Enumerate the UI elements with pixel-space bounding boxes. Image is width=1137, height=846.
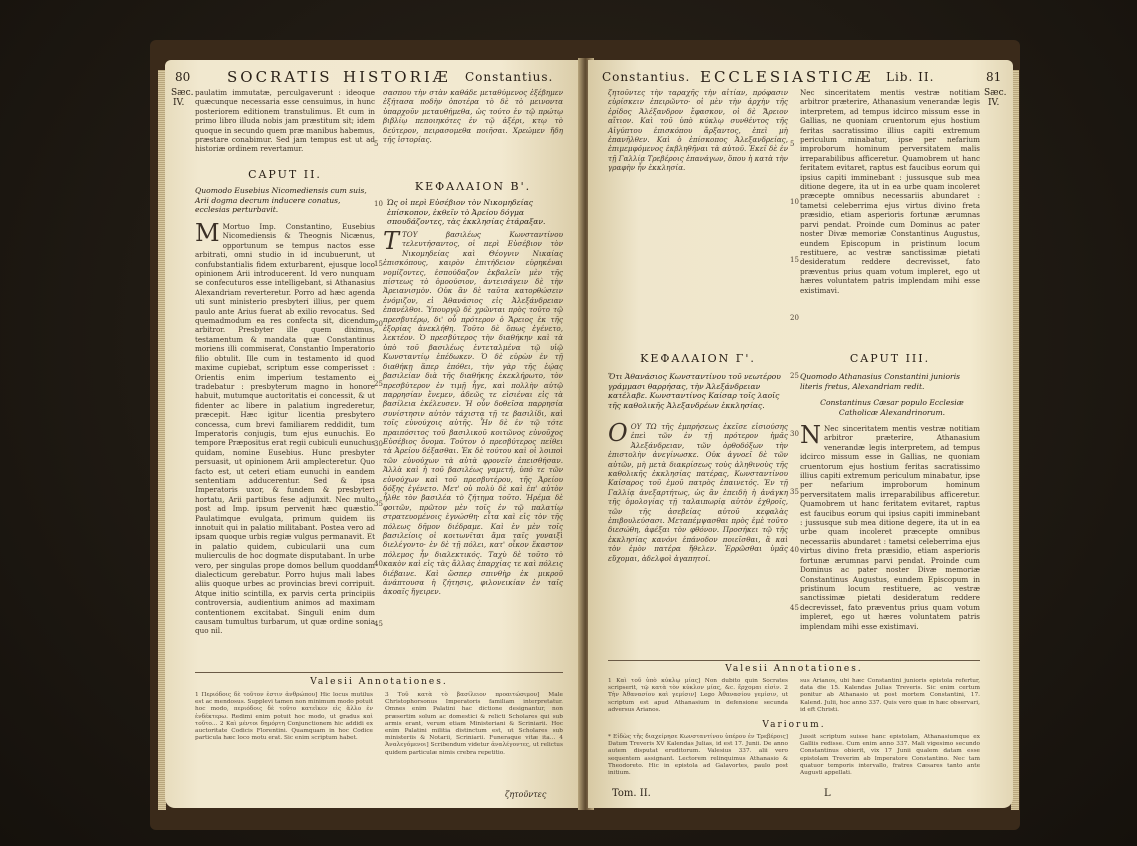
margin-section: Sæc.: [984, 88, 1007, 98]
line-number: 30: [790, 430, 799, 438]
running-head-left: SOCRATIS: [227, 68, 333, 86]
margin-section: Sæc.: [171, 88, 194, 98]
line-number: 10: [790, 198, 799, 206]
caput-latin: CAPUT II.: [248, 168, 322, 181]
latin-intro-text: Nec sinceritatem mentis vestræ notitiam arbitror præterire, Athanasium venerandæ legis interpretem, ad tempus idcirco missum esse in Gallias, ne quoniam cruentorum ejus hostium feritas sacratissimo illius capiti extremum periculum minabatur, ipse per nefarium improborum hominum perversitatem malis irreparabilibus afficeretur. Quamobrem ut hanc feritatem evitaret, raptus est faucibus eorum qui ipsius capiti imminebant : jussusque sub mea ditione degere, ita ut in ea urbe quam incoleret præcepte omnibus necessariis abundaret : tametsi celeberrima ejus virtus divino freta præsidio, etiam asperioris fortunæ ærumnas parvi pendat. Proinde cum Dominus ac pater noster Divæ memoriæ Constantinus Augustus, eundem Episcopum in pristinum locum restituere, ac vestræ sanctissimæ pietati desideratum reddere decrevisset, fato præventus prius quam votum impleret, ego ut hæres voluntatem patris implendam mihi esse existimavi.: [800, 88, 980, 295]
page-number: 81: [986, 70, 1002, 84]
line-number: 30: [374, 440, 383, 448]
summary-latin: Quomodo Athanasius Constantini junioris literis fretus, Alexandriam redit.: [800, 372, 961, 391]
line-number: 20: [790, 314, 799, 322]
running-head-right: Lib. II.: [886, 70, 935, 84]
running-head-center: HISTORIÆ: [343, 68, 451, 86]
greek-body-text: ΤΟΥ βασιλέως Κωνσταντίνου τελευτήσαντος, οἱ περὶ Εὐσέβιον τὸν Νικομηδείας καὶ Θέογνιν Νικαίας ἐπισκόπους, καιρὸν ἐπιτήδειον εὑρηκέναι νομίζοντες, ἐσπούδαζον ἐκβαλεῖν μὲν τῆς πίστεως τὸ ὁμοούσιον, ἀντεισάγειν δὲ τὴν Ἀρειανισμὸν. Οὐκ ἂν δὲ ταῦτα κατορθώσειν ἐνόμιζον, εἰ Ἀθανάσιος εἰς Ἀλεξάνδρειαν ἐπανέλθοι. Ὑπουργῷ δὲ χρῶνται πρὸς τοῦτο τῷ πρεσβυτέρῳ, δι' οὗ πρότερον ὁ Ἄρειος ἐκ τῆς ἐξορίας ἀνεκλήθη. Τοῦτο δὲ ὅπως ἐγένετο, λεκτέον. Ὁ πρεσβύτερος τὴν διαθήκην καὶ τὰ ὑπὸ τοῦ βασιλέως ἐντεταλμένα τῷ υἱῷ Κωνσταντίῳ ἐπέδωκεν. Ὁ δὲ εὑρὼν ἐν τῇ διαθήκῃ ἅπερ ἐπόθει, τὴν γὰρ τῆς ἑῴας βασιλείαν διὰ τῆς διαθήκης ἐκεκλήρωτο, τὸν πρεσβύτερον ἐν τιμῇ ἦγε, καὶ πολλὴν αὐτῷ παρρησίαν ἔνεμεν, ἀδεῶς τε εἰσιέναι εἰς τὰ βασίλεια ἐκέλευσεν. Ἡ οὖν δοθεῖσα παρρησία συνίστησιν αὐτὸν τάχιστα τῇ τε βασιλίδι, καὶ τοῖς εὐνούχοις αὐτῆς. Ἦν δὲ ἐν τῷ τότε πραιπόσιτος τοῦ βασιλικοῦ κοιτῶνος εὐνοῦχος Εὐσέβιος ὄνομα. Τοῦτον ὁ πρεσβύτερος πείθει τὰ Ἀρείου δέξασθαι. Ἐκ δὲ τούτου καὶ οἱ λοιποὶ τῶν εὐνούχων τὰ αὐτὰ φρονεῖν ἐπεισθήσαν. Ἀλλὰ καὶ ἡ τοῦ βασιλέως γαμετή, ὑπό τε τῶν εὐνούχων καὶ τοῦ πρεσβυτέρου, τῆς Ἀρείου δόξης ἐγένετο. Μετ' οὐ πολὺ δὲ καὶ ἐπ' αὐτὸν ἦλθε τὸν βασιλέα τὸ ζήτημα τοῦτο. Ἠρέμα δὲ φοιτῶν, πρῶτον μὲν τοῖς ἐν τῷ παλατίῳ στρατευομένοις ἐγνώσθη· εἶτα καὶ εἰς τὸν τῆς πόλεως δῆμον διέδραμε. Καὶ ἐν μὲν τοῖς βασιλείοις οἱ κοιτωνῖται ἅμα ταῖς γυναιξὶ διελέγοντο· ἐν δὲ τῇ πόλει, κατ' οἶκον ἕκαστον πόλεμος ἦν διαλεκτικός. Ταχὺ δὲ τοῦτο τὸ κακὸν καὶ εἰς τὰς ἄλλας ἐπαρχίας τε καὶ πόλεις διέβαινε. Καὶ ὥσπερ σπινθὴρ ἐκ μικροῦ ἀνάπτουσα ἡ ζήτησις, φιλονεικίαν ἐν ταῖς ἀκοαῖς ἤγειρεν.: [383, 230, 563, 597]
line-number: 20: [374, 320, 383, 328]
latin-intro: paulatim immutatæ, perculgaverunt : ideoque quæcunque necessaria esse censuimus, in hunc posteriorem editionem transtulimus. Et cum in primo libro illuda nobis jam præstitum sit; idem quoque in secundo quem præ manibus habemus, præstare conabimur. Sed jam tempus est ut ad historiæ ordinem revertamur.: [195, 88, 375, 154]
notes-column-1: 1 Καὶ τοῦ ὑπὸ κύκλῳ μίας] Non dubito quin Socrates scripserit, τῷ κατὰ τὸν κύκλον μίας, &c. ἔρχομαι εἰσὶν. 2 Τὴν Ἀθανασίου καὶ γεμίσιν] Lego Ἀθανασίου γεμίσιν, ut scriptum est apud Athanasium in defensione secunda adversus Arianos.: [608, 678, 788, 713]
running-head-center: ECCLESIASTICÆ: [700, 68, 874, 86]
variorum-column-1: * Εἰδὼς τῆς διαχείρησε Κωνσταντίνου ὑπέρου ἐν Τρεβέροις] Datum Treveris XV Kalendas Julias, id est 17. Junii. De anno autem disputat eruditorum. Valesius 337. alii vero sequentem assignant. Lectorem relinquimus Athanasio & Theodoreto. Hic in epistola ad Galavortes, paulo post initium.: [608, 734, 788, 777]
latin-body-text: Nec sinceritatem mentis vestræ notitiam arbitror præterire, Athanasium venerandæ legis interpretem, ad tempus idcirco missum esse in Gallias, ne quoniam cruentorum ejus hostium feritas sacratissimo illius capiti extremum periculum minabatur, ipse per nefarium improborum hominum perversitatem malis irreparabilibus afficeretur. Quamobrem ut hanc feritatem evitaret, raptus est faucibus eorum qui ipsius capiti imminebant : jussusque sub mea ditione degere, ita ut in ea urbe quam incoleret præcepte omnibus necessariis abundaret : tametsi celeberrima ejus virtus divino freta præsidio, etiam asperioris fortunæ ærumnas parvi pendat. Proinde cum Dominus ac pater noster Divæ memoriæ Constantinus Augustus, eundem Episcopum in pristinum locum restituere, ac vestræ sanctissimæ pietati desideratum reddere decrevisset, fato præventus prius quam votum impleret, ego ut hæres voluntatem patris implendam mihi esse existimavi.: [800, 424, 980, 631]
line-number: 40: [374, 560, 383, 568]
left-page: [165, 60, 585, 808]
right-page: [588, 60, 1013, 808]
notes-title: Valesii Annotationes.: [725, 664, 863, 674]
variorum-column-2: Jussit scriptum suisse hanc epistolam, Athanasiumque ex Galliis redisse. Cum enim anno 337. Mali vigesimo secundo Constantinus obierit, vix 17 Junii qualem datam esse epistolam Treverim ab Imperatore Constantino. Nec tam quatuor temporis intervallo, fratres Cæsares tanto ante Augusti appellati.: [800, 734, 980, 777]
greek-body-text: ΟΥ ΤΩ τῆς ἐμπρήσεως ἐκεῖσε εἰσιούσης ἐπεὶ τῶν ἐν τῇ πρότερον ἡμᾶς Ἀλεξάνδρειαν, τῶν ὀρθοδόξων τὴν ἐπιστολὴν ἀνεγίνωσκε. Οὐκ ἀγνοεῖ δὲ τῶν αὐτῶν, μὴ μετὰ διακρίσεως τοὺς ἀληθινοὺς τῆς καθολικῆς ἐκκλησίας πατέρας, Κωνσταντίνου Καίσαρος τοῦ ἐμοῦ πατρὸς ἐπαινετός. Ἐν τῇ Γαλλίᾳ ἀνεξαρτήτως, ὡς ἂν ἐπειδὴ ἡ ἀνάγκη τῆς ὁμολογίας τῇ ταλαιπωρίᾳ αὐτὸν ἐχθροῖς, τῶν τῆς ἀσεβείας αὐτοῦ κεφαλὰς ἐπιβουλεύσασι. Μεταπέμψασθαι πρὸς ἐμὲ τοῦτο διεσώθη, ἀφέξαι τὸν φθόνον. Προσήκει τῷ τῆς ἐκκλησίας κανόνι ἐπάνοδον ποιεῖσθαι, ἃ καὶ τὸν ἐμὸν πατέρα ἤθελεν. Ἐρρῶσθαι ὑμᾶς εὔχομαι, ἀδελφοὶ ἀγαπητοί.: [608, 422, 788, 563]
line-number: 10: [374, 200, 383, 208]
line-number: 25: [790, 372, 799, 380]
greek-body: [608, 419, 788, 654]
line-number: 35: [790, 488, 799, 496]
greek-body: [383, 227, 563, 664]
line-number: 5: [374, 140, 379, 148]
drop-capital-greek: T: [383, 227, 400, 255]
caput-greek: ΚΕΦΑΛΑΙΟΝ Γ'.: [640, 352, 756, 365]
line-number: 40: [790, 546, 799, 554]
line-number: 25: [374, 380, 383, 388]
volume-signature: Tom. II.: [612, 788, 651, 799]
notes-title: Valesii Annotationes.: [310, 677, 448, 687]
drop-capital-greek: O: [608, 419, 628, 447]
line-number: 15: [790, 256, 799, 264]
catchword: ζητοῦντες: [505, 790, 547, 799]
notes-rule: [608, 660, 980, 661]
summary-latin: Quomodo Eusebius Nicomediensis cum suis, Arii dogma decrum inducere conatus, ecclesias perturbavit.: [195, 186, 367, 215]
line-number: 15: [374, 260, 383, 268]
latin-body-text: Mortuo Imp. Constantino, Eusebius Nicomediensis & Theognis Nicænus, opportunum se tempus nactos esse arbitrati, omni studio in id incubuerunt, ut confubstantialis fidem exturbarent, ejusque loco opinionem Arii introducerent. Id vero nunquam se confecuturos esse intelligebant, si Athanasius Alexandriam reverteretur. Porro ad hæc agenda uti sunt ministerio presbyteri illius, per quem paulo ante Arius fuerat ab exilio revocatus. Sed quemadmodum ea res confecta sit, dicendum arbitror. Presbyter ille quem diximus, testamentum & mandata quæ Constantinus moriens illi commiserat, Constantio Imperatorio filio obtulit. Ille cum in testamento id quod maxime cupiebat, scriptum esse comperisset : Orientis enim imperium testamento ei tradebatur : presbyterum magno in honore habuit, mutumque auctoritatis ei concessit, & ut fidenter ac libere in palatium ingrederetur, præcepit. Hæc igitur licentia presbytero concessa, cum brevi familiarem reddidit, tum Imperatoris conjugis, tum ejus eunuchis. Eo tempore Præpositus erat regii cubiculi eunuchus quidam, nomine Eusebius. Hunc presbyter persuasit, ut opinionem Arii amplecteretur. Quo facto est, ut ceteri etiam eunuchi in eandem sententiam adducerentur. Sed & ipsa Imperatoris uxor, & fundem & presbyteri hortatu, Arii partibus fese adjunxit. Nec multo post ad Imp. ipsum pervenit hæc quæstio. Paulatimque evulgata, primum quidem iis innotuit qui in palatio militabant. Postea vero ad ipsam quoque urbis regiæ vulgus permanavit. Et in palatio quidem, cubicularii una cum mulierculis de hoc dogmate disputabant. In urbe vero, per singulas prope domos bellum quoddam dialecticum gerebatur. Porro hujus mali labes aliis quoque urbes ac provincias brevi corripuit. Atque initio scintilla, ex parvis certa principiis controversia, audientium animos ad maximam contentionem excitabat. Singuli enim dum causam tumultus turbarum, ut quæ ordine sonia quo nil.: [195, 222, 375, 636]
caput-greek: ΚΕΦΑΛΑΙΟΝ Β'.: [414, 180, 532, 193]
running-head-right: Constantius.: [465, 70, 554, 84]
notes-rule: [195, 672, 563, 673]
latin-body: [800, 421, 980, 654]
greek-intro: ζητοῦντες τὴν ταραχῆς τὴν αἰτίαν, πρόφασιν εὑρίσκειν ἐπειρῶντο· οἱ μὲν τὴν ἀρχὴν τῆς ἐρίδος Ἀλέξανδρον ἔφασκον, οἱ δὲ Ἄρειον αἴτιον. Καὶ τοῦ ὑπὸ κύκλῳ συνθέντος τῆς Αἰγύπτου ἐπισκόπου ἄρξαντος, ἐπεὶ μὴ ἐπανῆλθεν. Καὶ ὁ ἐπίσκοπος Ἀλεξανδρείας, ἐπιμεμφόμενος ἐκβληθῆναι τὰ αὐτοῦ. Ἐκεῖ δὲ ἐν τῇ Γαλλίᾳ Τρεβέροις ἐπανάγων, ὅπου ἡ κατὰ τὴν γραφὴν ἦν ἐκκλησία.: [608, 88, 788, 173]
salutation-latin: Constantinus Cæsar populo Ecclesiæ Catholicæ Alexandrinorum.: [820, 398, 964, 417]
line-number: 45: [374, 620, 383, 628]
margin-numeral: IV.: [173, 98, 185, 108]
sheet-signature: L: [824, 788, 831, 799]
notes-column-2: 3 Τοῦ κατὰ τὸ βασίλειον προαιτώσιμου] Male Christophorsonus Imperatoris familiam interpretatur. Omnes enim Palatini hac dictione designantur, non præsertim solum ac domestici & relicti Scholares qui sub armis erant, verum etiam Ministeriani & Scriniarii. Hoc enim Palatini militia distinctum est, ut Scholares sub ministeriis & Notarii, Scriniarii. Funeraque vitæ ita... 4 Ἀναλεγόμενοι] Scribendum videtur ἀναλέγοντες, ut relictus quidem particulæ nimis crebra repetitio.: [385, 692, 563, 756]
drop-capital: M: [195, 219, 220, 247]
variorum-title: Variorum.: [762, 720, 826, 730]
latin-intro: [800, 88, 980, 338]
summary-greek: Ὅτι Ἀθανάσιος Κωνσταντίνου τοῦ νεωτέρου γράμμασι θαρρήσας, τὴν Ἀλεξάνδρειαν κατέλαβε. Κωνσταντίνος Καίσαρ τοῖς λαοῖς τῆς καθολικῆς Ἀλεξανδρέων ἐκκλησίας.: [608, 372, 781, 410]
latin-body: [195, 219, 375, 664]
line-number: 5: [790, 140, 795, 148]
line-number: 35: [374, 500, 383, 508]
notes-column-2: sus Arianos, ubi hæc Constantini junioris epistola refertur, data die 15. Kalendas Julias Treveris. Sic enim certum ponitur ab Athanasio ut post mortem Constantini, 17. Kalend. Julii, hoc anno 337. Quis vero quæ in hæc observari, id eft Christi.: [800, 678, 980, 713]
line-number: 45: [790, 604, 799, 612]
notes-column-1: 1 Περιόδοις δὲ τοῦτον ἐστιν ἀνθρώπου] Hic locus mutilus est ac mendosus. Supplevi tamen non minimum modo potuit hoc modo, περιόδοις δὲ τοῦτο κατεῖκεν εἰς ἄλλο ἐν ἐνδέκτερω. Redimi enim potuit hoc modo, ut gradus καὶ τοῦτο... 2 Καὶ μέντοι δημόρτη Conjunctionem hic addidi ex auctoritate Codicis Florentini. Quamquam in hoc Codice particula hæc loco motu erat. Sic enim scriptum habet.: [195, 692, 373, 742]
caput-latin: CAPUT III.: [849, 352, 931, 365]
drop-capital: N: [800, 421, 821, 449]
summary-greek: Ὡς οἱ περὶ Εὐσέβιον τὸν Νικομηδείας ἐπίσκοπον, ἐκθεῖν τὸ Ἀρείου δόγμα σπουδάζοντες, τὰς ἐκκλησίας ἐτάραξαν.: [387, 198, 546, 227]
greek-intro: σασπου τὴν στὰν καθάδε μεταθύμενος ἐξέβημεν ἐξήτασα ποδὴν ὁποτέρα τὸ δὲ τὸ μεινοντα ὑπαρχοῦν μεταυθήμεθα, ὡς τούτο ἐν τῷ πρώτῳ βιβλίῳ πεποιηκότες ἐν τῷ ἀξέρι, κτῳ τὸ δεύτερον, πειρασομεθα ποιῆσαι. Χρεώμεν ἤδη τῆς ἱστορίας.: [383, 88, 563, 145]
page-number: 80: [175, 70, 191, 84]
running-head-left: Constantius.: [602, 70, 691, 84]
margin-numeral: IV.: [988, 98, 1000, 108]
